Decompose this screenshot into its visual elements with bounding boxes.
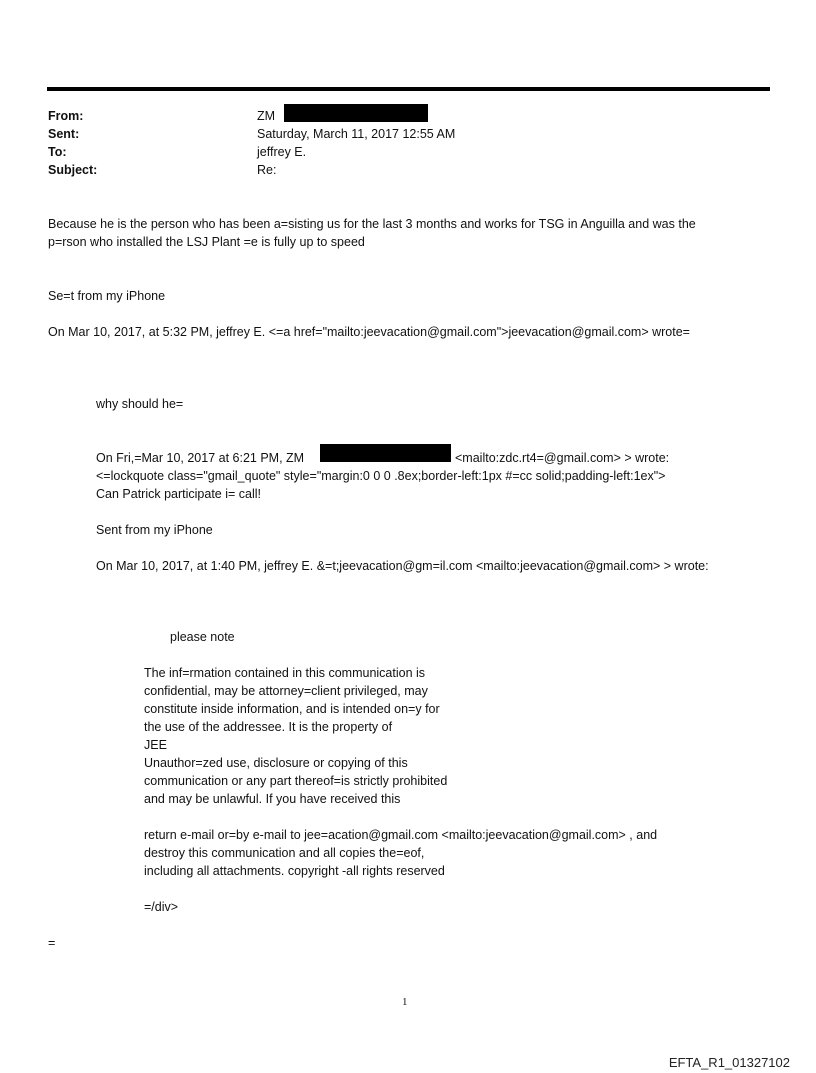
disclaimer-line: communication or any part thereof=is strictly prohibited [144,774,448,788]
to-label: To: [48,145,67,159]
redaction-box [320,444,451,462]
body-line: = [48,936,56,950]
body-line: p=rson who installed the LSJ Plant =e is fully up to speed [48,235,365,249]
disclaimer-line: the use of the addressee. It is the property of [144,720,393,734]
body-line: Se=t from my iPhone [48,289,166,303]
header-rule [47,87,770,91]
redaction-box [284,104,428,122]
from-label: From: [48,109,84,123]
disclaimer-line: Unauthor=zed use, disclosure or copying of this [144,756,408,770]
body-line: please note [170,630,235,644]
sent-label: Sent: [48,127,80,141]
body-line: why should he= [96,397,184,411]
body-line: Sent from my iPhone [96,523,213,537]
quote-header: On Fri,=Mar 10, 2017 at 6:21 PM, ZM [96,451,305,465]
disclaimer-line: including all attachments. copyright -all rights reserved [144,864,445,878]
subject-label: Subject: [48,163,98,177]
disclaimer-line: and may be unlawful. If you have received this [144,792,401,806]
body-line: Can Patrick participate i= call! [96,487,262,501]
body-line: <=lockquote class="gmail_quote" style="margin:0 0 0 .8ex;border-left:1px #=cc solid;padding-left:1ex"> [96,469,666,483]
bates-number: EFTA_R1_01327102 [668,1055,790,1070]
subject-value: Re: [257,163,277,177]
body-line: Because he is the person who has been a=sisting us for the last 3 months and works for TSG in Anguilla and was the [48,217,696,231]
page-number: 1 [402,996,408,1008]
body-line: =/div> [144,900,179,914]
quote-header: <mailto:zdc.rt4=@gmail.com> > wrote: [455,451,670,465]
disclaimer-line: constitute inside information, and is intended on=y for [144,702,440,716]
quote-header: On Mar 10, 2017, at 5:32 PM, jeffrey E. <=a href="mailto:jeevacation@gmail.com">jeevacation@gmail.com> wrote= [48,325,690,339]
disclaimer-line: destroy this communication and all copies the=eof, [144,846,425,860]
from-value: ZM [257,109,276,123]
disclaimer-line: confidential, may be attorney=client privileged, may [144,684,428,698]
disclaimer-line: JEE [144,738,167,752]
disclaimer-line: return e-mail or=by e-mail to jee=acation@gmail.com <mailto:jeevacation@gmail.com> , and [144,828,658,842]
quote-header: On Mar 10, 2017, at 1:40 PM, jeffrey E. &=t;jeevacation@gm=il.com <mailto:jeevacation@gmail.com> > wrote: [96,559,709,573]
disclaimer-line: The inf=rmation contained in this communication is [144,666,426,680]
sent-value: Saturday, March 11, 2017 12:55 AM [257,127,456,141]
to-value: jeffrey E. [257,145,307,159]
